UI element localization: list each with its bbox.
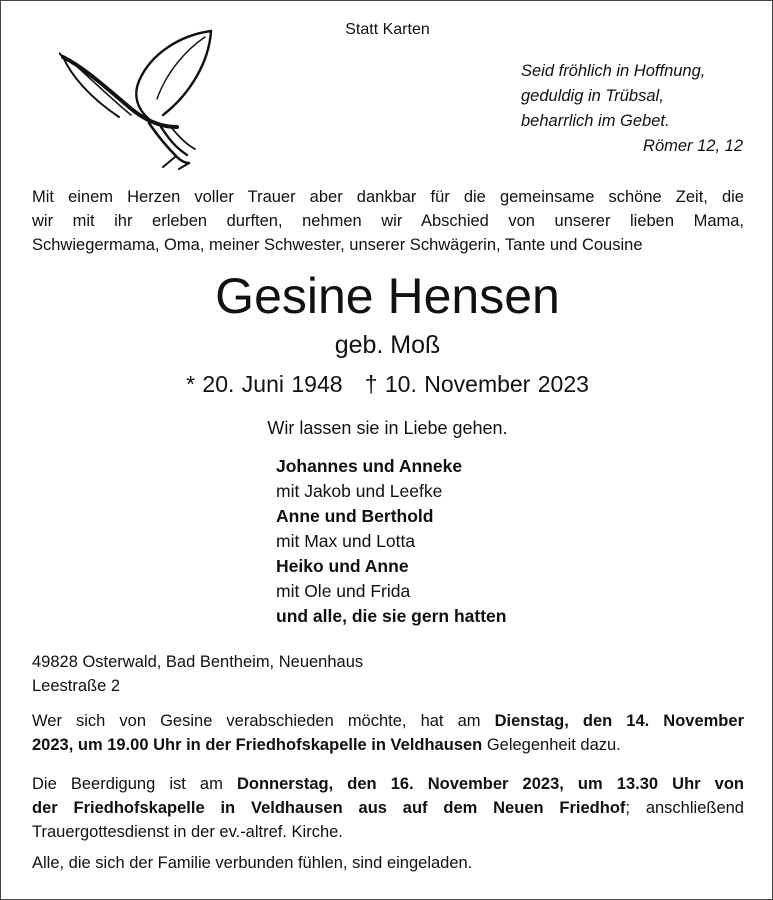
life-dates xyxy=(1,371,773,398)
viewing-paragraph xyxy=(32,709,744,757)
address-line: Leestraße 2 xyxy=(32,677,121,695)
funeral-line xyxy=(32,796,744,820)
intro-line: wir mit ihr erleben durften, nehmen wir Abschied von unserer lieben Mama, xyxy=(32,212,744,230)
family-member: mit Ole und Frida xyxy=(276,581,411,601)
intro-line: Mit einem Herzen voller Trauer aber dankbar für die gemeinsame schöne Zeit, die xyxy=(32,188,744,206)
funeral-date: Donnerstag, den 16. November 2023, um 13.30 Uhr von xyxy=(236,775,744,793)
verse-line: beharrlich im Gebet. xyxy=(521,112,670,130)
funeral-line xyxy=(32,772,744,796)
funeral-paragraph xyxy=(32,772,744,844)
closing-text xyxy=(32,851,744,875)
address xyxy=(32,650,363,698)
viewing-line xyxy=(32,709,744,733)
intro-text xyxy=(32,185,744,257)
dove-icon xyxy=(59,23,219,171)
family-member: mit Jakob und Leefke xyxy=(276,481,443,501)
viewing-text: Gelegenheit dazu. xyxy=(482,736,621,754)
family-member: Heiko und Anne xyxy=(276,556,409,576)
funeral-text: ; anschließend xyxy=(625,799,744,817)
maiden-name: geb. Moß xyxy=(334,331,441,359)
family-member: mit Max und Lotta xyxy=(276,531,416,551)
viewing-date: Dienstag, den 14. November xyxy=(494,712,744,730)
family-list xyxy=(276,454,506,629)
deceased-name: Gesine Hensen xyxy=(215,268,560,324)
header-statt-karten: Statt Karten xyxy=(345,21,430,38)
family-member: Johannes und Anneke xyxy=(276,456,463,476)
closing-line: Alle, die sich der Familie verbunden fühlen, sind eingeladen. xyxy=(32,854,473,872)
funeral-line: Trauergottesdienst in der ev.-altref. Kirche. xyxy=(32,823,343,841)
family-member: Anne und Berthold xyxy=(276,506,434,526)
farewell-line: Wir lassen sie in Liebe gehen. xyxy=(267,418,508,438)
verse-line: Seid fröhlich in Hoffnung, xyxy=(521,62,706,80)
viewing-line xyxy=(32,733,744,757)
address-line: 49828 Osterwald, Bad Bentheim, Neuenhaus xyxy=(32,653,364,671)
death-date: † 10. November 2023 xyxy=(364,371,589,397)
birth-date: * 20. Juni 1948 xyxy=(186,371,343,397)
viewing-place: 2023, um 19.00 Uhr in der Friedhofskapelle in Veldhausen xyxy=(32,736,483,754)
verse-reference: Römer 12, 12 xyxy=(643,137,743,155)
funeral-place: der Friedhofskapelle in Veldhausen aus auf dem Neuen Friedhof xyxy=(32,799,626,817)
family-member: und alle, die sie gern hatten xyxy=(276,606,507,626)
viewing-text: Wer sich von Gesine verabschieden möchte, hat am xyxy=(32,712,495,730)
funeral-text: Die Beerdigung ist am xyxy=(32,775,237,793)
verse-line: geduldig in Trübsal, xyxy=(521,87,664,105)
bible-verse xyxy=(521,59,743,159)
intro-line: Schwiegermama, Oma, meiner Schwester, unserer Schwägerin, Tante und Cousine xyxy=(32,236,643,254)
